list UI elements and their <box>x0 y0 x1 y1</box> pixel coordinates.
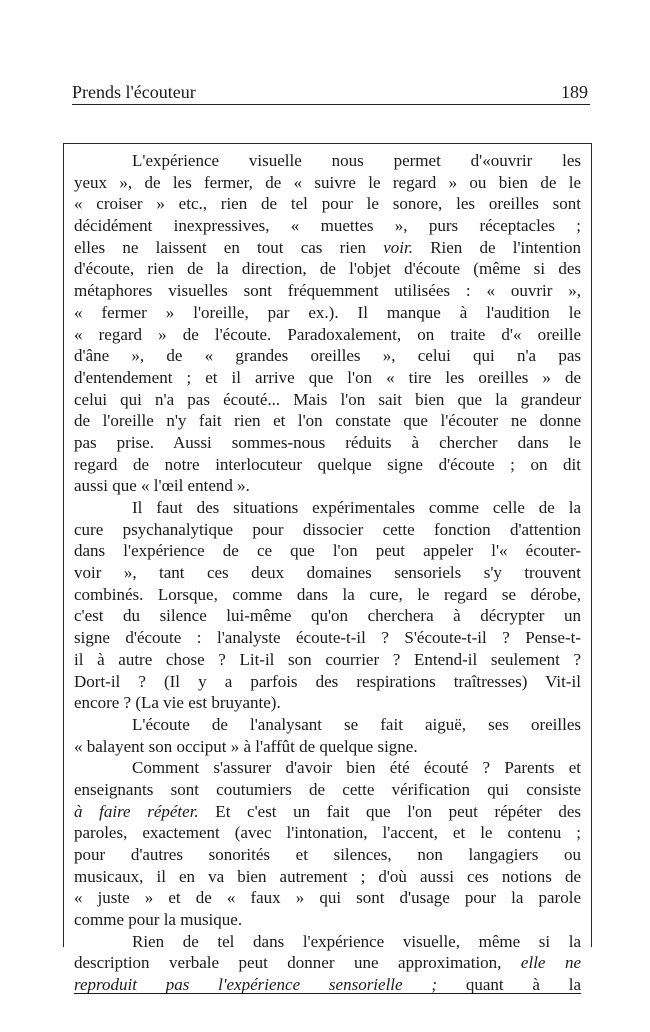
text-line: L'expérience visuelle nous permet d'«ouvrir les <box>132 151 581 170</box>
text-line: dans l'expérience de ce que l'on peut appeler l'« écouter- <box>74 541 581 561</box>
text-line: métaphores visuelles sont fréquemment utilisées : « ouvrir », <box>74 281 581 301</box>
text-line: « fermer » l'oreille, par ex.). Il manque à l'audition le <box>74 302 581 322</box>
text-line: décidément inexpressives, « muettes », purs réceptacles ; <box>74 216 581 236</box>
running-title: Prends l'écouteur <box>72 82 196 102</box>
text-line: Dort-il ? (Il y a parfois des respirations traîtresses) Vit-il <box>74 671 581 691</box>
text-line: d'âne », de « grandes oreilles », celui qui n'a pas <box>74 346 581 366</box>
text-line: « juste » et de « faux » qui sont d'usage pour la parole <box>74 888 581 908</box>
text-line: Comment s'assurer d'avoir bien été écouté ? Parents et <box>132 758 581 778</box>
text-line: il à autre chose ? Lit-il son courrier ? Entend-il seulement ? <box>74 649 581 669</box>
body-text <box>74 150 581 996</box>
text-line: reproduit pas l'expérience sensorielle ; quant à la <box>74 975 581 995</box>
text-line: combinés. Lorsque, comme dans la cure, le regard se dérobe, <box>74 584 581 604</box>
text-line: musicaux, il en va bien autrement ; d'où aussi ces notions de <box>74 866 581 886</box>
italic-phrase: elle ne <box>520 953 581 973</box>
text-line: « balayent son occiput » à l'affût de quelque signe. <box>74 736 418 756</box>
text-line: description verbale peut donner une approximation, elle ne <box>74 953 581 973</box>
text-line: aussi que « l'œil entend ». <box>74 476 250 496</box>
running-header <box>72 82 590 105</box>
text-line: d'entendement ; et il arrive que l'on « tire les oreilles » de <box>74 367 581 387</box>
text-line: L'écoute de l'analysant se fait aiguë, ses oreilles <box>132 714 581 734</box>
text-line: c'est du silence lui-même qu'on cherchera à décrypter un <box>74 606 581 626</box>
text-line: de l'oreille n'y fait rien et l'on constate que l'écouter ne donne <box>74 411 581 431</box>
text-line: elles ne laissent en tout cas rien voir. Rien de l'intention <box>74 237 581 257</box>
text-line: paroles, exactement (avec l'intonation, l'accent, et le contenu ; <box>74 823 581 843</box>
text-line: à faire répéter. Et c'est un fait que l'on peut répéter des <box>74 801 581 821</box>
text-line: cure psychanalytique pour dissocier cette fonction d'attention <box>74 519 581 539</box>
page-number: 189 <box>561 82 588 102</box>
text-line: « croiser » etc., rien de tel pour le sonore, les oreilles sont <box>74 194 581 214</box>
text-line: enseignants sont coutumiers de cette vérification qui consiste <box>74 779 581 799</box>
text-line: encore ? (La vie est bruyante). <box>74 693 281 713</box>
text-line: pas prise. Aussi sommes-nous réduits à chercher dans le <box>74 432 581 452</box>
text-line: celui qui n'a pas écouté... Mais l'on sait bien que la grandeur <box>74 389 581 409</box>
text-line: Rien de tel dans l'expérience visuelle, même si la <box>132 931 581 951</box>
text-line: Il faut des situations expérimentales comme celle de la <box>132 498 581 517</box>
text-line: yeux », de les fermer, de « suivre le regard » ou bien de le <box>74 172 581 192</box>
text-line: signe d'écoute : l'analyste écoute-t-il ? S'écoute-t-il ? Pense-t- <box>74 628 581 648</box>
text-line: voir », tant ces deux domaines sensoriels s'y trouvent <box>74 563 581 583</box>
text-line: pour d'autres sonorités et silences, non langagiers ou <box>74 845 581 864</box>
text-line: comme pour la musique. <box>74 910 243 930</box>
italic-phrase: reproduit pas l'expérience sensorielle ; <box>74 975 438 995</box>
text-line: d'écoute, rien de la direction, de l'objet d'écoute (même si des <box>74 259 581 279</box>
italic-phrase: à faire répéter. <box>74 801 199 821</box>
text-line: « regard » de l'écoute. Paradoxalement, on traite d'« oreille <box>74 324 581 344</box>
text-line: regard de notre interlocuteur quelque signe d'écoute ; on dit <box>74 454 581 474</box>
italic-word: voir. <box>383 237 413 257</box>
